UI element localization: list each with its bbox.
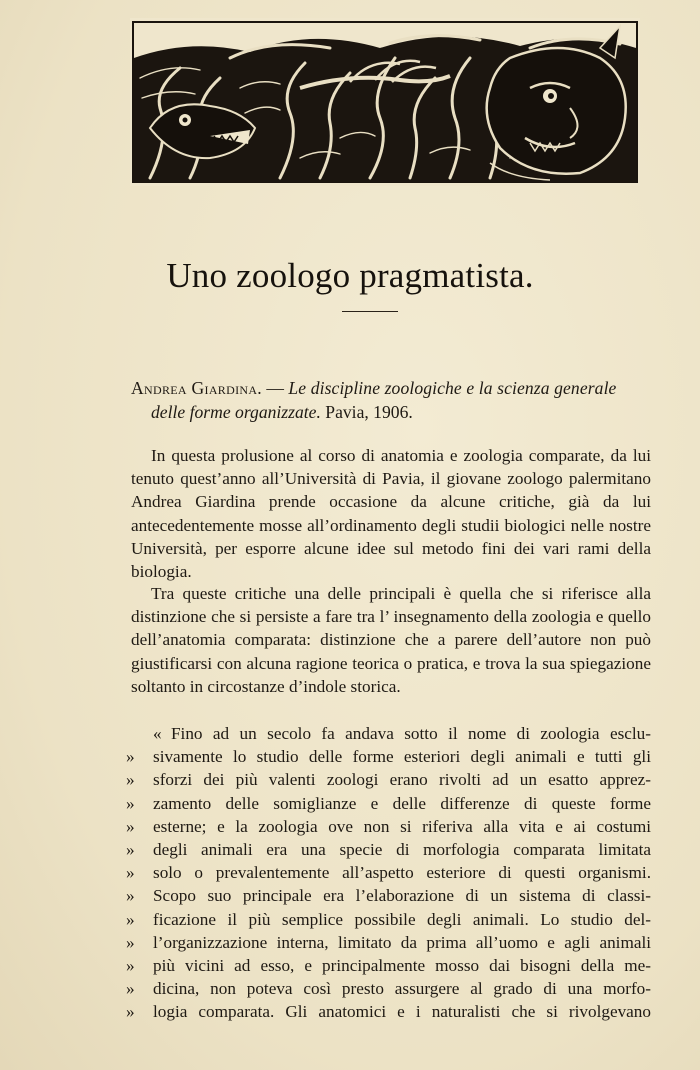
citation-line-1 bbox=[131, 376, 651, 400]
quote-line-text: Fino ad un secolo fa andava sotto il nome di zoologia esclu- bbox=[171, 724, 651, 743]
title-divider bbox=[342, 311, 398, 312]
quote-line bbox=[126, 977, 651, 1000]
quote-mark: » bbox=[126, 816, 135, 836]
quote-line-text: esterne; e la zoologia ove non si riferiva alla vita e ai costumi bbox=[153, 816, 651, 836]
quote-mark: » bbox=[126, 793, 135, 813]
quote-mark: » bbox=[126, 909, 135, 929]
citation-dash: — bbox=[262, 378, 289, 398]
quote-line-text: ficazione il più semplice possibile degli animali. Lo studio del- bbox=[153, 909, 651, 929]
quote-line bbox=[131, 722, 651, 745]
quote-line-text: sforzi dei più valenti zoologi erano rivolti ad un esatto apprez- bbox=[153, 770, 651, 790]
quote-line bbox=[126, 1000, 651, 1023]
block-quotation bbox=[126, 722, 651, 1023]
citation-place-year: Pavia, 1906. bbox=[320, 402, 413, 422]
article-title: Uno zoologo pragmatista. bbox=[166, 256, 534, 295]
quote-mark: » bbox=[126, 747, 135, 767]
citation-work-title-part2: delle forme organizzate. bbox=[151, 402, 321, 422]
body-paragraph-2: Tra queste critiche una delle principali è quella che si riferisce alla distinzione che si persiste a fare tra l’ insegnamento della zoologia e quello dell’anatomia comparata: distinzione che a parere dell’autore non può giustificarsi con alcuna ragione teorica o pratica, e trova la sua spiegazione soltanto in circostanze d’indole storica. bbox=[131, 584, 651, 696]
quote-mark: » bbox=[126, 886, 135, 906]
woodcut-headpiece-illustration bbox=[130, 18, 640, 186]
quote-mark: » bbox=[126, 932, 135, 952]
quote-mark: » bbox=[126, 1002, 135, 1022]
quote-mark: » bbox=[126, 955, 135, 975]
body-paragraph-1: In questa prolusione al corso di anatomia e zoologia comparate, da lui tenuto quest’anno all’Università di Pavia, il giovane zoologo palermitano Andrea Giardina prende occasione da alcune critiche, già da lui antecedentemente mosse all’ordinamento degli studii biologici nelle nostre Università, per esporre alcune idee sul metodo fini dei vari rami della biologia. bbox=[131, 446, 651, 582]
quote-line-text: più vicini ad esso, e principalmente mosso dai bisogni della me- bbox=[153, 955, 651, 975]
quote-line-text: Scopo suo principale era l’elaborazione di un sistema di classi- bbox=[153, 886, 651, 906]
quote-line-text: logia comparata. Gli anatomici e i naturalisti che si rivolgevano bbox=[153, 1002, 651, 1022]
quote-line-text: l’organizzazione interna, limitato da prima all’uomo e agli animali bbox=[153, 932, 651, 952]
quote-mark: « bbox=[153, 724, 162, 743]
quote-line bbox=[126, 861, 651, 884]
quote-line bbox=[126, 954, 651, 977]
citation-line-2 bbox=[131, 400, 651, 424]
quote-line bbox=[126, 931, 651, 954]
quote-mark: » bbox=[126, 863, 135, 883]
quote-mark: » bbox=[126, 979, 135, 999]
quote-line bbox=[126, 745, 651, 768]
quote-line bbox=[126, 768, 651, 791]
quote-line bbox=[126, 908, 651, 931]
quote-line-text: solo o prevalentemente all’aspetto esteriore di questi organismi. bbox=[153, 863, 651, 883]
quote-line bbox=[126, 884, 651, 907]
bibliographic-citation bbox=[131, 376, 651, 424]
quote-line bbox=[126, 792, 651, 815]
quote-mark: » bbox=[126, 770, 135, 790]
quote-line-text: dicina, non poteva così presto assurgere al grado di una morfo- bbox=[153, 979, 651, 999]
citation-work-title-part1: Le discipline zoologiche e la scienza generale bbox=[288, 378, 617, 398]
quote-line-text: zamento delle somiglianze e delle differenze di queste forme bbox=[153, 793, 651, 813]
quote-line bbox=[126, 815, 651, 838]
quote-line bbox=[126, 838, 651, 861]
citation-author: Andrea Giardina. bbox=[131, 378, 263, 398]
quote-mark: » bbox=[126, 839, 135, 859]
quote-line-text: degli animali era una specie di morfologia comparata limitata bbox=[153, 839, 651, 859]
quote-line-text: sivamente lo studio delle forme esteriori degli animali e tutti gli bbox=[153, 747, 651, 767]
